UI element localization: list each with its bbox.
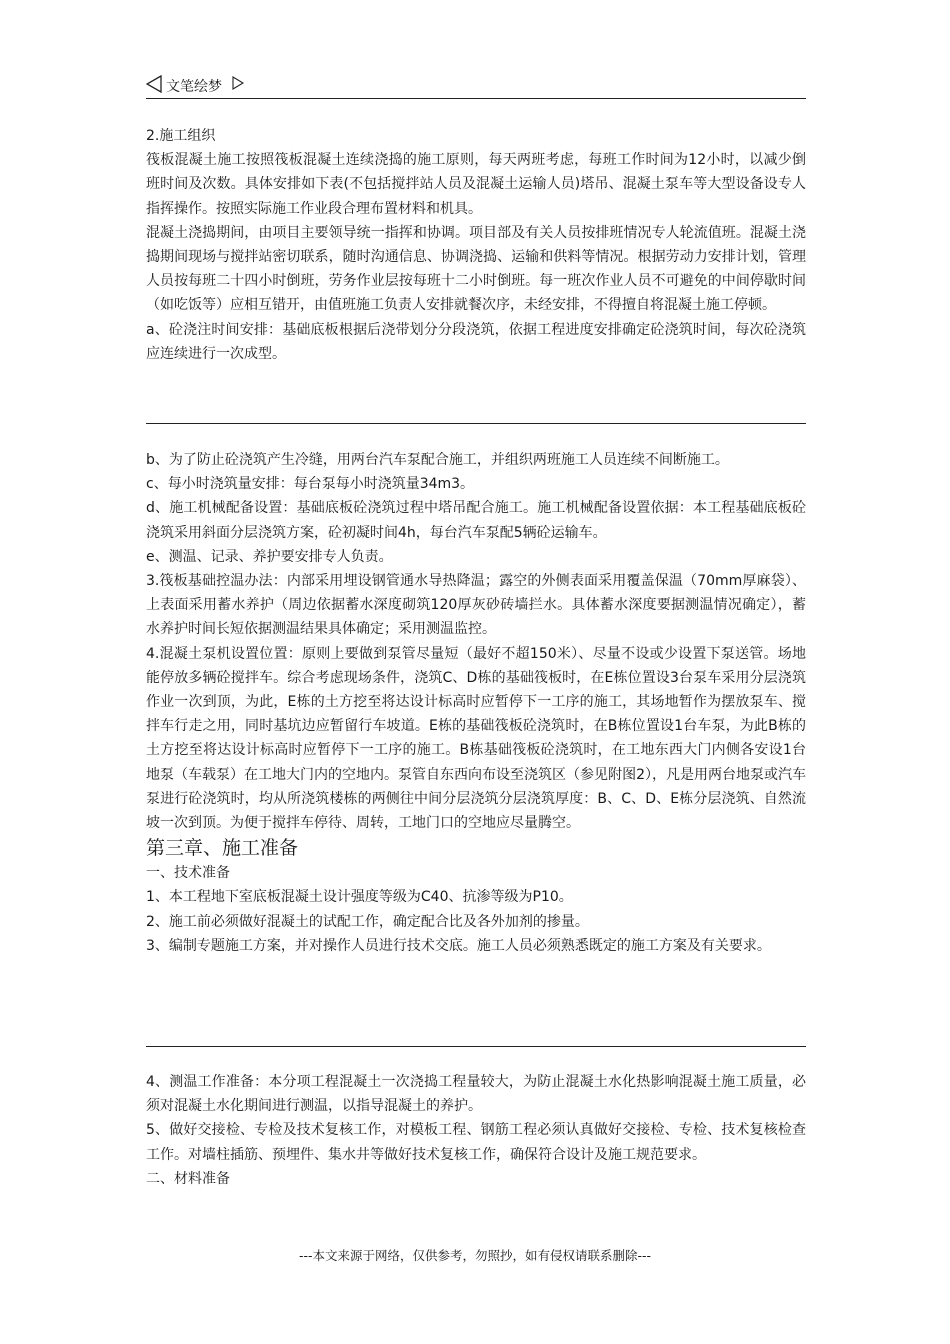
section-3: [146, 1070, 806, 1191]
triangle-right-icon: [232, 76, 244, 90]
paragraph: 2、施工前必须做好混凝土的试配工作，确定配合比及各外加剂的掺量。: [146, 913, 589, 930]
paragraph: 筏板混凝土施工按照筏板混凝土连续浇捣的施工原则，每天两班考虑，每班工作时间为12小时，以减少倒班时间及次数。具体安排如下表(不包括搅拌站人员及混凝土运输人员)塔吊、混凝土泵车等大型设备设专人指挥操作。按照实际施工作业段合理布置材料和机具。: [146, 152, 806, 217]
paragraph: 3、编制专题施工方案，并对操作人员进行技术交底。施工人员必须熟悉既定的施工方案及有关要求。: [146, 937, 771, 954]
page-break-rule: [146, 423, 806, 424]
paragraph: 5、做好交接检、专检及技术复核工作，对模板工程、钢筋工程必须认真做好交接检、专检、技术复核检查工作。对墙柱插筋、预埋件、集水井等做好技术复核工作，确保符合设计及施工规范要求。: [146, 1122, 806, 1163]
page-header: [146, 72, 806, 98]
subheading-material-preparation: 二、材料准备: [146, 1170, 230, 1187]
paragraph: 4、测温工作准备：本分项工程混凝土一次浇捣工程量较大，为防止混凝土水化热影响混凝土施工质量，必须对混凝土水化期间进行测温，以指导混凝土的养护。: [146, 1074, 806, 1115]
page-break-rule: [146, 1046, 806, 1047]
paragraph: 3.筏板基础控温办法：内部采用埋设钢管通水导热降温；露空的外侧表面采用覆盖保温（70mm厚麻袋）、上表面采用蓄水养护（周边依据蓄水深度砌筑120厚灰砂砖墙拦水。具体蓄水深度要据测温情况确定），蓄水养护时间长短依据测温结果具体确定；采用测温监控。: [146, 573, 806, 638]
paragraph: b、为了防止砼浇筑产生冷缝，用两台汽车泵配合施工，并组织两班施工人员连续不间断施工。: [146, 452, 729, 468]
subheading-technical-preparation: 一、技术准备: [146, 865, 230, 882]
paragraph: 1、本工程地下室底板混凝土设计强度等级为C40、抗渗等级为P10。: [146, 889, 573, 906]
heading-construction-organization: 2.施工组织: [146, 128, 216, 144]
footer-disclaimer: ---本文来源于网络，仅供参考，勿照抄，如有侵权请联系删除---: [298, 1248, 652, 1263]
triangle-left-icon: [146, 75, 162, 93]
header-brand: 文笔绘梦: [166, 79, 222, 95]
section-1: [146, 124, 806, 366]
paragraph: e、测温、记录、养护要安排专人负责。: [146, 548, 393, 565]
paragraph: d、施工机械配备设置：基础底板砼浇筑过程中塔吊配合施工。施工机械配备设置依据：本工程基础底板砼浇筑采用斜面分层浇筑方案，砼初凝时间4h，每台汽车泵配5辆砼运输车。: [146, 500, 806, 541]
paragraph: c、每小时浇筑量安排：每台泵每小时浇筑量34m3。: [146, 476, 475, 493]
paragraph: 混凝土浇捣期间，由项目主要领导统一指挥和协调。项目部及有关人员按排班情况专人轮流值班。混凝土浇捣期间现场与搅拌站密切联系，随时沟通信息、协调浇捣、运输和供料等情况。根据劳动力安排计划，管理人员按每班二十四小时倒班，劳务作业层按每班十二小时倒班。每一班次作业人员不可避免的中间停歇时间（如吃饭等）应相互错开，由值班施工负责人安排就餐次序，未经安排，不得擅自将混凝土施工停顿。: [146, 224, 806, 314]
section-2: [146, 448, 806, 958]
paragraph: 4.混凝土泵机设置位置：原则上要做到泵管尽量短（最好不超150米）、尽量不设或少设置下泵送管。场地能停放多辆砼搅拌车。综合考虑现场条件，浇筑C、D栋的基础筏板时，在E栋位置设3台泵车采用分层浇筑作业一次到顶，为此，E栋的土方挖至将达设计标高时应暂停下一工序的施工，其场地暂作为摆放泵车、搅拌车行走之用，同时基坑边应暂留行车坡道。E栋的基础筏板砼浇筑时，在B栋位置设1台车泵，为此B栋的土方挖至将达设计标高时应暂停下一工序的施工。B栋基础筏板砼浇筑时，在工地东西大门内侧各安设1台地泵（车载泵）在工地大门内的空地内。泵管自东西向布设至浇筑区（参见附图2），凡是用两台地泵或汽车泵进行砼浇筑时，均从所浇筑楼栋的两侧往中间分层浇筑分层浇筑厚度：B、C、D、E栋分层浇筑、自然流坡一次到顶。为便于搅拌车停待、周转，工地门口的空地应尽量腾空。: [146, 645, 806, 832]
header-rule: [146, 98, 806, 99]
paragraph: a、砼浇注时间安排：基础底板根据后浇带划分分段浇筑，依据工程进度安排确定砼浇筑时间，每次砼浇筑应连续进行一次成型。: [146, 321, 806, 362]
chapter-title: 第三章、施工准备: [146, 837, 299, 860]
